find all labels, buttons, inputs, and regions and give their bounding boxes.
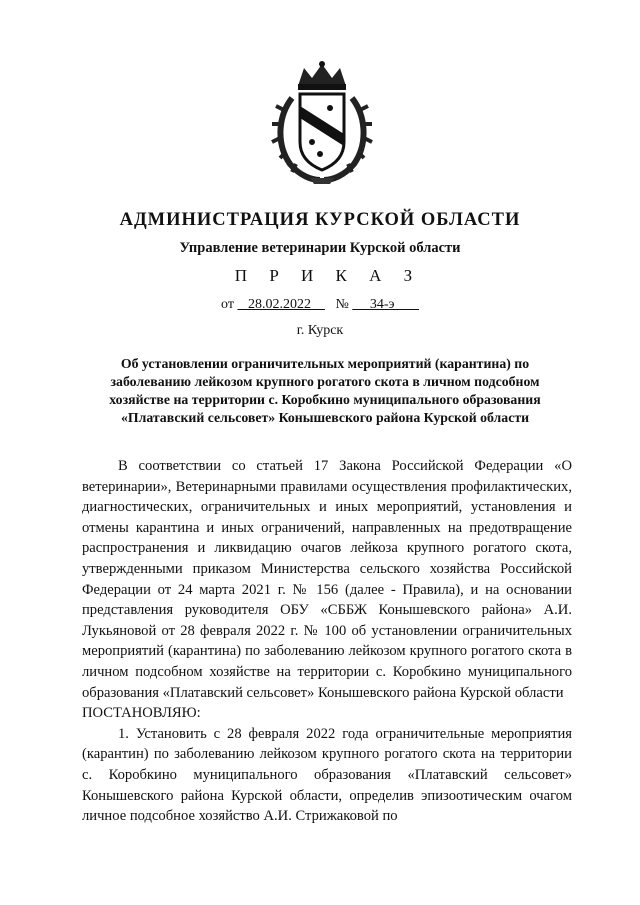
order-number: 34-э xyxy=(369,297,395,312)
order-subject-title: Об установлении ограничительных мероприятий (карантина) по заболеванию лейкозом крупного рогатого скота в личном подсобном хозяйстве на территории с. Коробкино муниципального образования «Платавский сельсовет» Конышевского района Курской области xyxy=(109,356,541,425)
number-prefix: № xyxy=(335,297,349,312)
preamble-paragraph: В соответствии со статьей 17 Закона Российской Федерации «О ветеринарии», Ветеринарными правилами осуществления профилактических, диагностических, ограничительных и иных мероприятий, установления и отмены карантина и иных ограничений, направленных на предотвращение распространения и ликвидацию очагов лейкоза крупного рогатого скота, утвержденными приказом Министерства сельского хозяйства Российской Федерации от 24 марта 2021 г. № 156 (далее - Правила), и на основании представления руководителя ОБУ «СББЖ Конышевского района» А.И. Лукьяновой от 28 февраля 2022 г. № 100 об установлении ограничительных мероприятий (карантина) по заболеванию лейкозом крупного рогатого скота в личном подсобном хозяйстве на территории с. Коробкино муниципального образования «Платавский сельсовет» Конышевского района Курской области xyxy=(82,458,572,701)
department-name: Управление ветеринарии Курской области xyxy=(179,240,461,256)
decree-word: ПОСТАНОВЛЯЮ: xyxy=(82,705,201,722)
document-type: П Р И К А З xyxy=(234,266,422,285)
organization-title: АДМИНИСТРАЦИЯ КУРСКОЙ ОБЛАСТИ xyxy=(119,210,521,230)
document-body xyxy=(82,456,572,827)
city-line: г. Курск xyxy=(296,323,344,338)
item-1-paragraph: 1. Установить с 28 февраля 2022 года ограничительные мероприятия (карантин) по заболеванию лейкозом крупного рогатого скота на территории с. Коробкино муниципального образования «Платавский сельсовет» Конышевского района Курской области, определив эпизоотическим очагом личное подсобное хозяйство А.И. Стрижаковой по xyxy=(82,725,572,825)
kursk-coat-of-arms-emblem xyxy=(270,60,374,186)
date-number-line xyxy=(0,297,640,313)
order-date: 28.02.2022 xyxy=(247,297,311,312)
date-prefix: от xyxy=(221,297,234,312)
